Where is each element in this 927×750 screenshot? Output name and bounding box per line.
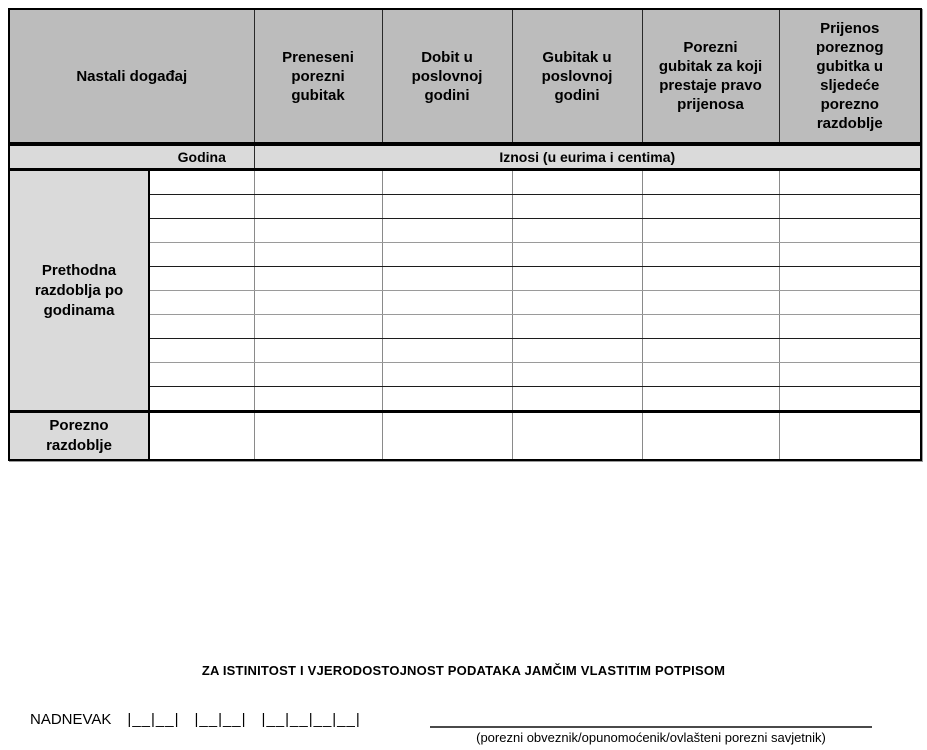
- amount-cell[interactable]: [779, 170, 921, 195]
- amount-cell[interactable]: [254, 170, 382, 195]
- column-header-event: Nastali događaj: [9, 9, 254, 144]
- tax-loss-table: [8, 8, 922, 461]
- column-header-expired-loss: Porezni gubitak za koji prestaje pravo prijenosa: [642, 9, 779, 144]
- year-input-cell[interactable]: [149, 219, 254, 243]
- amount-cell[interactable]: [642, 291, 779, 315]
- amount-cell[interactable]: [512, 387, 642, 412]
- table-subheader-row: [9, 144, 921, 170]
- date-day-field[interactable]: |__|__|: [127, 711, 180, 728]
- amount-cell[interactable]: [779, 315, 921, 339]
- amount-cell[interactable]: [382, 363, 512, 387]
- amount-cell[interactable]: [254, 291, 382, 315]
- amount-cell[interactable]: [382, 195, 512, 219]
- column-header-profit: Dobit u poslovnoj godini: [382, 9, 512, 144]
- amount-cell[interactable]: [642, 170, 779, 195]
- amount-cell[interactable]: [382, 387, 512, 412]
- amount-cell[interactable]: [512, 170, 642, 195]
- amount-cell[interactable]: [254, 363, 382, 387]
- godina-label: Godina: [177, 149, 226, 165]
- amount-cell[interactable]: [512, 243, 642, 267]
- amount-cell[interactable]: [512, 195, 642, 219]
- column-header-carryforward: Prijenos poreznog gubitka u sljedeće porezno razdoblje: [779, 9, 921, 144]
- amount-cell[interactable]: [254, 339, 382, 363]
- amount-cell[interactable]: [642, 387, 779, 412]
- amount-cell[interactable]: [512, 315, 642, 339]
- godina-header-cell: [9, 144, 254, 170]
- amount-cell[interactable]: [779, 243, 921, 267]
- iznosi-header-cell: Iznosi (u eurima i centima): [254, 144, 921, 170]
- amount-cell[interactable]: [254, 195, 382, 219]
- truthfulness-statement: ZA ISTINITOST I VJERODOSTOJNOST PODATAKA JAMČIM VLASTITIM POTPISOM: [201, 663, 726, 678]
- tax-period-label: Porezno razdoblje: [9, 412, 149, 461]
- amount-cell[interactable]: [642, 243, 779, 267]
- table-header-row: [9, 9, 921, 144]
- amount-cell[interactable]: [382, 315, 512, 339]
- amount-cell[interactable]: [779, 363, 921, 387]
- amount-cell[interactable]: [512, 339, 642, 363]
- amount-cell[interactable]: [642, 339, 779, 363]
- amount-cell[interactable]: [642, 315, 779, 339]
- year-input-cell[interactable]: [149, 195, 254, 219]
- year-input-cell[interactable]: [149, 243, 254, 267]
- date-boxes: [127, 711, 360, 728]
- amount-cell[interactable]: [382, 291, 512, 315]
- amount-cell[interactable]: [779, 219, 921, 243]
- amount-cell[interactable]: [254, 387, 382, 412]
- previous-periods-label: Prethodna razdoblja po godinama: [9, 170, 149, 412]
- amount-cell[interactable]: [254, 315, 382, 339]
- year-input-cell[interactable]: [149, 170, 254, 195]
- amount-cell[interactable]: [254, 243, 382, 267]
- amount-cell[interactable]: [779, 195, 921, 219]
- year-input-cell[interactable]: [149, 291, 254, 315]
- nadnevak-label: NADNEVAK: [30, 711, 112, 728]
- column-header-loss: Gubitak u poslovnoj godini: [512, 9, 642, 144]
- amount-cell[interactable]: [382, 170, 512, 195]
- date-year-field[interactable]: |__|__|__|__|: [261, 711, 361, 728]
- year-input-cell[interactable]: [149, 363, 254, 387]
- amount-cell[interactable]: [512, 412, 642, 461]
- signature-line[interactable]: [430, 726, 872, 728]
- amount-cell[interactable]: [254, 412, 382, 461]
- amount-cell[interactable]: [254, 219, 382, 243]
- amount-cell[interactable]: [642, 267, 779, 291]
- amount-cell[interactable]: [512, 267, 642, 291]
- signature-caption: (porezni obveznik/opunomoćenik/ovlašteni porezni savjetnik): [476, 730, 826, 745]
- amount-cell[interactable]: [382, 267, 512, 291]
- amount-cell[interactable]: [779, 412, 921, 461]
- amount-cell[interactable]: [779, 267, 921, 291]
- date-row: [30, 711, 361, 728]
- amount-cell[interactable]: [779, 291, 921, 315]
- year-input-cell[interactable]: [149, 267, 254, 291]
- amount-cell[interactable]: [642, 219, 779, 243]
- amount-cell[interactable]: [254, 267, 382, 291]
- amount-cell[interactable]: [642, 412, 779, 461]
- amount-cell[interactable]: [512, 363, 642, 387]
- year-input-cell[interactable]: [149, 315, 254, 339]
- amount-cell[interactable]: [512, 291, 642, 315]
- amount-cell[interactable]: [382, 219, 512, 243]
- tax-period-row: [9, 412, 921, 461]
- amount-cell[interactable]: [382, 243, 512, 267]
- year-input-cell[interactable]: [149, 387, 254, 412]
- amount-cell[interactable]: [642, 363, 779, 387]
- date-month-field[interactable]: |__|__|: [194, 711, 247, 728]
- amount-cell[interactable]: [642, 195, 779, 219]
- table-row: [9, 170, 921, 195]
- amount-cell[interactable]: [382, 339, 512, 363]
- year-input-cell[interactable]: [149, 339, 254, 363]
- amount-cell[interactable]: [779, 387, 921, 412]
- amount-cell[interactable]: [779, 339, 921, 363]
- amount-cell[interactable]: [382, 412, 512, 461]
- amount-cell[interactable]: [512, 219, 642, 243]
- column-header-carried-loss: Preneseni porezni gubitak: [254, 9, 382, 144]
- year-input-cell[interactable]: [149, 412, 254, 461]
